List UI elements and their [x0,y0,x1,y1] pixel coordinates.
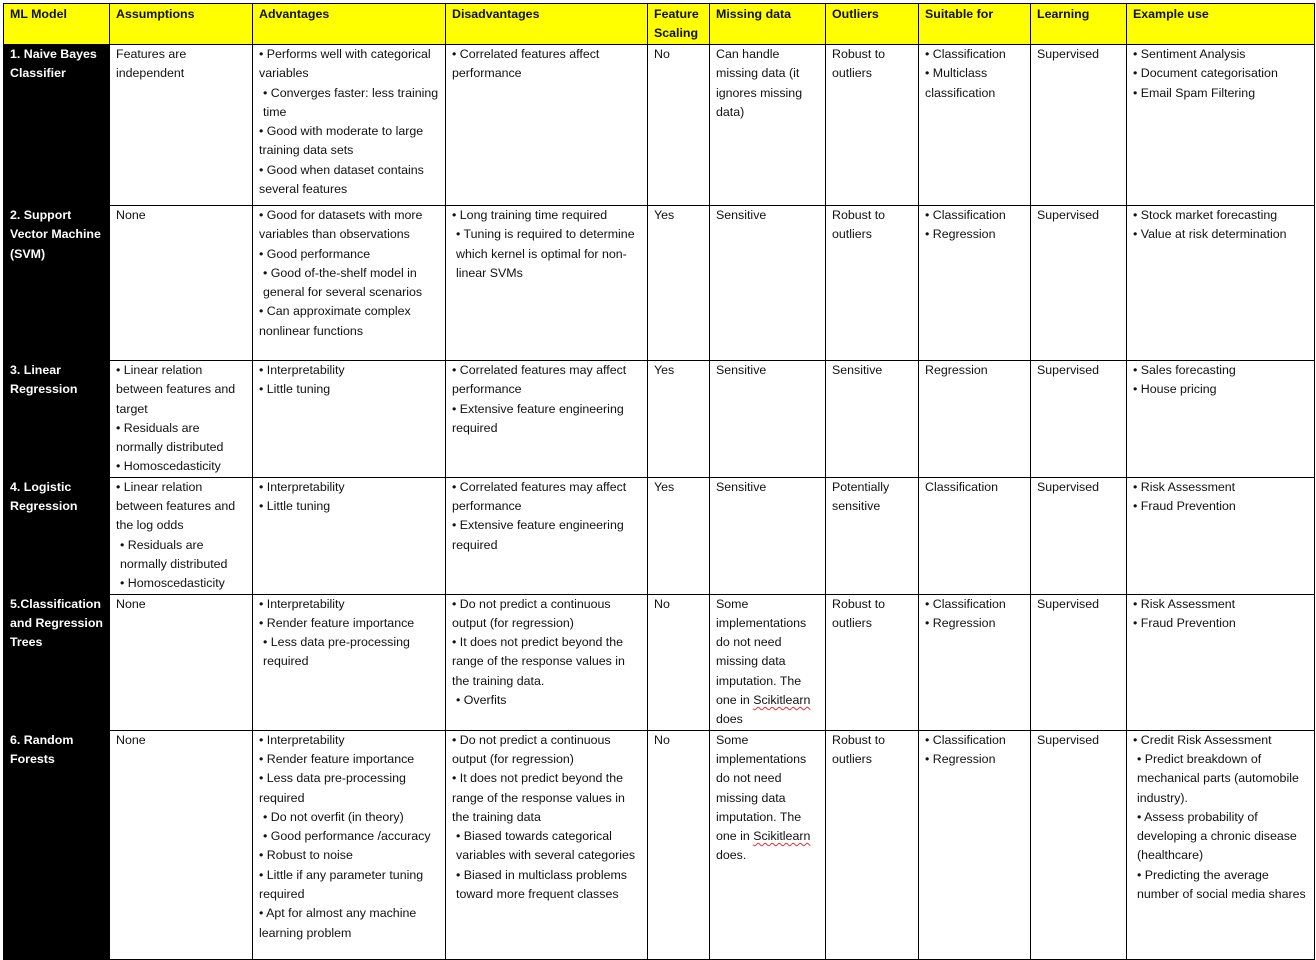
advantages-cell-line: • Good performance [259,246,371,261]
header-advantages: Advantages [253,4,446,45]
learning-cell: Supervised [1031,206,1127,361]
assumptions-cell-line: • Linear relation between features and the log odds [116,479,236,533]
disadvantages-cell-line: • Correlated features may affect performance [452,479,627,514]
advantages-cell-line: • Render feature importance [259,751,415,766]
feature-scaling-cell: Yes [648,361,710,478]
missing-data-text-end: does. [716,848,747,863]
example-use-cell-line: • Sentiment Analysis [1133,47,1246,61]
example-use-cell-line: • Email Spam Filtering [1133,85,1256,100]
disadvantages-cell-line: • Long training time required [452,208,608,222]
suitable-for-cell-line: • Regression [925,227,996,242]
example-use-cell [1127,45,1315,206]
header-suitable-for: Suitable for [919,4,1031,45]
assumptions-cell [110,206,253,361]
advantages-cell-line: • Little tuning [259,499,331,514]
disadvantages-cell-line: • Overfits [456,693,507,708]
suitable-for-cell-line: • Regression [925,615,996,630]
header-row [4,4,1315,45]
suitable-for-cell-line: Regression [925,363,988,377]
advantages-cell [253,477,446,594]
model-name-cell: 2. Support Vector Machine (SVM) [4,206,110,361]
header-learning: Learning [1031,4,1127,45]
table-row [4,361,1315,478]
outliers-cell: Robust to outliers [826,730,919,959]
feature-scaling-cell: No [648,45,710,206]
advantages-cell-line: • Good for datasets with more variables than observations [259,208,423,242]
learning-cell: Supervised [1031,361,1127,478]
assumptions-cell-line: None [116,208,146,222]
learning-cell: Supervised [1031,45,1127,206]
model-name-cell: 4. Logistic Regression [4,477,110,594]
missing-data-text: Some implementations do not need missing data imputation. The one in [716,596,807,708]
advantages-cell-line: • Good when dataset contains several features [259,162,424,197]
example-use-cell [1127,730,1315,959]
table-row [4,730,1315,959]
advantages-cell-line: • Render feature importance [259,615,415,630]
assumptions-cell [110,45,253,206]
disadvantages-cell [446,477,648,594]
missing-data-cell: Sensitive [710,361,826,478]
feature-scaling-cell: No [648,730,710,959]
header-example-use: Example use [1127,4,1315,45]
model-name-cell: 1. Naive Bayes Classifier [4,45,110,206]
assumptions-cell-line: • Homoscedasticity [116,459,221,474]
suitable-for-cell [919,361,1031,478]
suitable-for-cell-line: Classification [925,479,998,494]
learning-cell: Supervised [1031,477,1127,594]
feature-scaling-cell: Yes [648,206,710,361]
example-use-cell-line: • Assess probability of developing a chronic disease (healthcare) [1137,809,1297,863]
outliers-cell: Robust to outliers [826,206,919,361]
advantages-cell-line: • Apt for almost any machine learning problem [259,906,417,940]
header-missing-data: Missing data [710,4,826,45]
advantages-cell-line: • Less data pre-processing required [263,635,410,669]
ml-models-comparison-table [3,3,1315,960]
advantages-cell [253,45,446,206]
missing-data-text: Some implementations do not need missing data imputation. The one in [716,732,807,844]
advantages-cell [253,594,446,730]
disadvantages-cell-line: • Correlated features affect performance [452,47,600,81]
disadvantages-cell-line: • Do not predict a continuous output (for regression) [452,732,611,766]
suitable-for-cell [919,477,1031,594]
advantages-cell-line: • Robust to noise [259,848,353,863]
example-use-cell [1127,477,1315,594]
example-use-cell-line: • Predicting the average number of social media shares [1137,867,1306,902]
assumptions-cell [110,594,253,730]
header-disadvantages: Disadvantages [446,4,648,45]
advantages-cell-line: • Interpretability [259,732,345,747]
advantages-cell-line: • Can approximate complex nonlinear functions [259,304,411,338]
example-use-cell-line: • Risk Assessment [1133,479,1236,494]
example-use-cell-line: • Risk Assessment [1133,596,1236,611]
example-use-cell-line: • Fraud Prevention [1133,615,1236,630]
assumptions-cell-line: • Linear relation between features and target [116,363,236,416]
missing-data-cell: Can handle missing data (it ignores missing data) [710,45,826,206]
assumptions-cell [110,361,253,478]
example-use-cell-line: • Predict breakdown of mechanical parts (automobile industry). [1137,751,1299,805]
example-use-cell-line: • Document categorisation [1133,66,1278,81]
assumptions-cell-line: None [116,596,146,611]
disadvantages-cell-line: • Tuning is required to determine which kernel is optimal for non-linear SVMs [456,227,635,280]
advantages-cell-line: • Good of-the-shelf model in general for several scenarios [263,265,423,300]
example-use-cell [1127,594,1315,730]
outliers-cell: Sensitive [826,361,919,478]
disadvantages-cell-line: • It does not predict beyond the range of the response values in the training data [452,771,625,824]
example-use-cell-line: • Credit Risk Assessment [1133,732,1272,747]
missing-data-cell: Sensitive [710,477,826,594]
advantages-cell-line: • Interpretability [259,596,345,611]
disadvantages-cell-line: • It does not predict beyond the range of the response values in the training data. [452,635,625,688]
assumptions-cell-line: Features are independent [116,47,187,81]
advantages-cell-line: • Interpretability [259,479,345,494]
header-assumptions: Assumptions [110,4,253,45]
suitable-for-cell-line: • Classification [925,732,1006,747]
table-row [4,45,1315,206]
suitable-for-cell [919,45,1031,206]
disadvantages-cell [446,361,648,478]
advantages-cell-line: • Good with moderate to large training data sets [259,124,424,158]
model-name-cell: 5.Classification and Regression Trees [4,594,110,730]
suitable-for-cell-line: • Classification [925,47,1006,61]
assumptions-cell-line: • Residuals are normally distributed [120,537,228,571]
missing-data-cell [710,730,826,959]
assumptions-cell [110,477,253,594]
disadvantages-cell-line: • Correlated features may affect performance [452,363,627,397]
suitable-for-cell-line: • Regression [925,751,996,766]
advantages-cell-line: • Little if any parameter tuning required [259,867,424,902]
suitable-for-cell [919,206,1031,361]
outliers-cell: Robust to outliers [826,45,919,206]
advantages-cell-line: • Good performance /accuracy [263,829,431,844]
suitable-for-cell-line: • Classification [925,208,1006,222]
disadvantages-cell-line: • Biased towards categorical variables with several categories [456,829,636,863]
advantages-cell-line: • Do not overfit (in theory) [263,809,404,824]
header-outliers: Outliers [826,4,919,45]
spellcheck-flagged-word: Scikitlearn [753,829,811,844]
advantages-cell-line: • Interpretability [259,363,345,377]
assumptions-cell-line: • Homoscedasticity [120,576,225,591]
advantages-cell [253,206,446,361]
assumptions-cell-line: None [116,732,146,747]
disadvantages-cell [446,206,648,361]
learning-cell: Supervised [1031,730,1127,959]
assumptions-cell-line: • Residuals are normally distributed [116,420,224,455]
suitable-for-cell [919,594,1031,730]
learning-cell: Supervised [1031,594,1127,730]
disadvantages-cell-line: • Extensive feature engineering required [452,518,624,552]
example-use-cell-line: • Value at risk determination [1133,227,1287,242]
example-use-cell-line: • House pricing [1133,382,1217,397]
suitable-for-cell-line: • Classification [925,596,1006,611]
disadvantages-cell [446,594,648,730]
example-use-cell-line: • Sales forecasting [1133,363,1236,377]
disadvantages-cell [446,730,648,959]
advantages-cell [253,361,446,478]
suitable-for-cell [919,730,1031,959]
advantages-cell-line: • Converges faster: less training time [263,85,439,119]
example-use-cell-line: • Stock market forecasting [1133,208,1278,222]
disadvantages-cell [446,45,648,206]
missing-data-cell [710,594,826,730]
example-use-cell [1127,361,1315,478]
missing-data-text-end: does [716,712,743,727]
feature-scaling-cell: No [648,594,710,730]
disadvantages-cell-line: • Extensive feature engineering required [452,401,624,435]
advantages-cell-line: • Less data pre-processing required [259,771,406,805]
advantages-cell-line: • Little tuning [259,382,331,397]
example-use-cell-line: • Fraud Prevention [1133,499,1236,514]
missing-data-cell: Sensitive [710,206,826,361]
header-feature-scaling: Feature Scaling [648,4,710,45]
feature-scaling-cell: Yes [648,477,710,594]
outliers-cell: Potentially sensitive [826,477,919,594]
spellcheck-flagged-word: Scikitlearn [753,693,811,708]
advantages-cell [253,730,446,959]
table-row [4,594,1315,730]
disadvantages-cell-line: • Biased in multiclass problems toward more frequent classes [456,867,627,902]
advantages-cell-line: • Performs well with categorical variables [259,47,431,81]
outliers-cell: Robust to outliers [826,594,919,730]
header-ml-model: ML Model [4,4,110,45]
example-use-cell [1127,206,1315,361]
model-name-cell: 6. Random Forests [4,730,110,959]
suitable-for-cell-line: • Multiclass classification [925,66,996,100]
model-name-cell: 3. Linear Regression [4,361,110,478]
table-row [4,477,1315,594]
disadvantages-cell-line: • Do not predict a continuous output (for regression) [452,596,611,630]
assumptions-cell [110,730,253,959]
table-row [4,206,1315,361]
